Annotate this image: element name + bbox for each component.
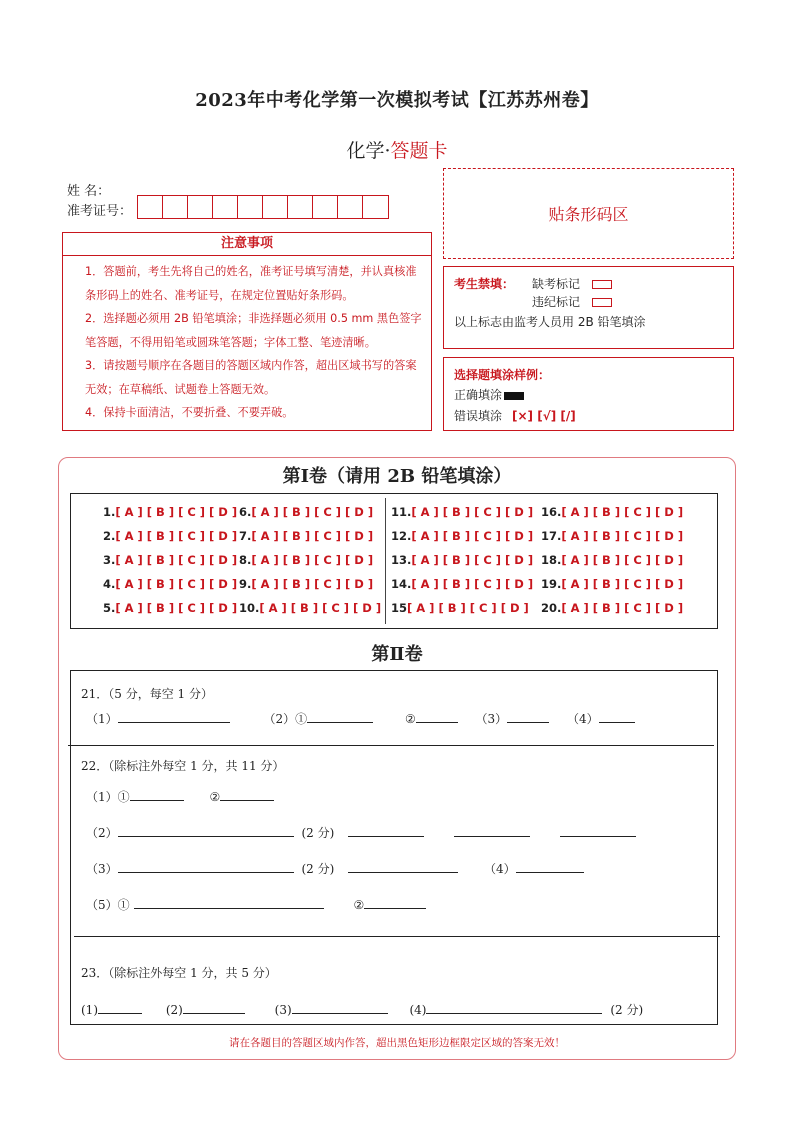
choice-question[interactable] — [239, 505, 373, 519]
question-number: 4. — [103, 577, 116, 591]
choice-options[interactable]: [ A ] [ B ] [ C ] [ D ] — [411, 577, 534, 591]
question-number: 10. — [239, 601, 260, 615]
id-box[interactable] — [138, 196, 163, 218]
question-number: 8. — [239, 553, 252, 567]
id-box[interactable] — [338, 196, 363, 218]
q22-row-1 — [86, 788, 274, 805]
violation-mark-box[interactable] — [592, 298, 612, 307]
id-box[interactable] — [163, 196, 188, 218]
answer-blank[interactable] — [348, 860, 458, 873]
barcode-label: 贴条形码区 — [548, 205, 629, 224]
absent-mark-box[interactable] — [592, 280, 612, 289]
choice-options[interactable]: [ A ] [ B ] [ C ] [ D ] — [561, 529, 684, 543]
q22-r5b-label: ② — [353, 898, 365, 912]
name-label: 姓 名： — [67, 184, 111, 199]
q22-r2b-label: (2 分) — [301, 826, 335, 840]
forbid-note: 以上标志由监考人员用 2B 铅笔填涂 — [454, 315, 646, 329]
q22-divider — [74, 936, 720, 937]
choice-options[interactable]: [ A ] [ B ] [ C ] [ D ] — [411, 553, 534, 567]
q21-p3-label: （3） — [475, 712, 508, 726]
choice-question[interactable] — [391, 601, 529, 615]
q23-a4-label: (4) — [409, 1003, 427, 1017]
choice-options[interactable]: [ A ] [ B ] [ C ] [ D ] — [407, 601, 529, 615]
q21-divider — [68, 745, 714, 746]
question-number: 18. — [541, 553, 562, 567]
card-subtitle — [0, 136, 794, 163]
question-number: 17. — [541, 529, 562, 543]
footer-warning: 请在各题目的答题区域内作答，超出黑色矩形边框限定区域的答案无效！ — [229, 1037, 565, 1049]
answer-blank[interactable] — [416, 710, 458, 723]
question-number: 20. — [541, 601, 562, 615]
choice-options[interactable]: [ A ] [ B ] [ C ] [ D ] — [115, 505, 238, 519]
q23-a1-label: (1) — [81, 1003, 98, 1017]
forbid-label: 考生禁填： — [454, 277, 515, 291]
choice-question[interactable] — [541, 553, 683, 567]
q21-p2b-label: ② — [404, 712, 416, 726]
question-number: 19. — [541, 577, 562, 591]
barcode-area — [443, 168, 734, 259]
choice-question[interactable] — [391, 529, 533, 543]
choice-options[interactable]: [ A ] [ B ] [ C ] [ D ] — [251, 505, 374, 519]
q22-row-5 — [86, 896, 426, 913]
violation-mark-row — [532, 293, 612, 310]
q22-row-2 — [86, 824, 636, 841]
sample-box — [443, 357, 734, 431]
answer-blank[interactable] — [516, 860, 584, 873]
question-number: 14. — [391, 577, 412, 591]
question-number: 3. — [103, 553, 116, 567]
sample-label: 选择题填涂样例： — [454, 368, 551, 382]
id-number-boxes[interactable] — [137, 195, 389, 219]
q22-row-3 — [86, 860, 584, 877]
q22-r3c-label: （4） — [483, 862, 516, 876]
q22-r5a-label: （5）① — [86, 898, 130, 912]
question-number: 11. — [391, 505, 412, 519]
id-box[interactable] — [238, 196, 263, 218]
choice-question[interactable] — [103, 553, 237, 567]
q22-header: 22．（除标注外每空 1 分，共 11 分） — [81, 759, 285, 773]
q21-p1-label: （1） — [86, 712, 118, 726]
answer-blank[interactable] — [183, 1001, 245, 1014]
part1-title: 第Ⅰ卷（请用 2B 铅笔填涂） — [282, 466, 512, 487]
answer-blank[interactable] — [118, 860, 294, 873]
question-number: 7. — [239, 529, 252, 543]
answer-blank[interactable] — [364, 896, 426, 909]
choice-options[interactable]: [ A ] [ B ] [ C ] [ D ] — [561, 553, 684, 567]
q23-points: (2 分) — [610, 1003, 644, 1017]
q23-a3-label: (3) — [274, 1003, 292, 1017]
question-number: 2. — [103, 529, 116, 543]
exam-title: 2023年中考化学第一次模拟考试【江苏苏州卷】 — [195, 90, 599, 111]
notice-item-3: 3．请按题号顺序在各题目的答题区域内作答，超出区域书写的答案无效；在草稿纸、试题卷上答题无效。 — [85, 359, 417, 396]
answer-blank[interactable] — [220, 788, 274, 801]
correct-sample-row — [454, 386, 524, 403]
wrong-label: 错误填涂 — [454, 409, 503, 423]
choice-options[interactable]: [ A ] [ B ] [ C ] [ D ] — [251, 529, 374, 543]
answer-blank[interactable] — [348, 824, 424, 837]
absent-label: 缺考标记 — [532, 277, 581, 291]
notice-body — [62, 256, 432, 431]
answer-blank[interactable] — [454, 824, 530, 837]
forbid-box — [443, 266, 734, 349]
answer-blank[interactable] — [507, 710, 549, 723]
choice-options[interactable]: [ A ] [ B ] [ C ] [ D ] — [411, 505, 534, 519]
choice-question[interactable] — [541, 505, 683, 519]
notice-item-2: 2．选择题必须用 2B 铅笔填涂；非选择题必须用 0.5 mm 黑色签字笔答题，不得用铅笔或圆珠笔答题；字体工整、笔迹清晰。 — [85, 312, 422, 349]
choice-question[interactable] — [103, 601, 237, 615]
question-number: 6. — [239, 505, 252, 519]
q21-row — [86, 710, 635, 727]
choice-question[interactable] — [239, 601, 381, 615]
violation-label: 违纪标记 — [532, 295, 581, 309]
notice-item-1: 1．答题前，考生先将自己的姓名，准考证号填写清楚，并认真核准条形码上的姓名、准考证号，在规定位置贴好条形码。 — [85, 265, 417, 302]
choice-question[interactable] — [391, 577, 533, 591]
choice-question[interactable] — [541, 601, 683, 615]
notice-heading: 注意事项 — [62, 232, 432, 256]
question-number: 9. — [239, 577, 252, 591]
q21-p4-label: （4） — [567, 712, 599, 726]
id-box[interactable] — [313, 196, 338, 218]
choice-question[interactable] — [541, 577, 683, 591]
answer-blank[interactable] — [118, 710, 230, 723]
answer-blank[interactable] — [426, 1001, 602, 1014]
question-number: 5. — [103, 601, 116, 615]
choice-question[interactable] — [239, 553, 373, 567]
choice-question[interactable] — [391, 553, 533, 567]
q22-r2a-label: （2） — [86, 826, 118, 840]
answer-blank[interactable] — [560, 824, 636, 837]
choice-question[interactable] — [239, 529, 373, 543]
choice-options[interactable]: [ A ] [ B ] [ C ] [ D ] — [115, 577, 238, 591]
q23-row — [81, 1001, 643, 1018]
choice-question[interactable] — [391, 505, 533, 519]
choice-options[interactable]: [ A ] [ B ] [ C ] [ D ] — [251, 577, 374, 591]
part2-title: 第Ⅱ卷 — [371, 644, 423, 665]
choice-question[interactable] — [103, 577, 237, 591]
id-box[interactable] — [288, 196, 313, 218]
q22-r3b-label: (2 分) — [301, 862, 335, 876]
answer-blank[interactable] — [134, 896, 324, 909]
answer-blank[interactable] — [599, 710, 635, 723]
answer-blank[interactable] — [98, 1001, 142, 1014]
wrong-sample-row — [454, 407, 576, 424]
filled-mark-icon — [504, 392, 524, 400]
question-number: 1. — [103, 505, 116, 519]
id-box[interactable] — [213, 196, 238, 218]
choice-question[interactable] — [541, 529, 683, 543]
answer-blank[interactable] — [130, 788, 184, 801]
wrong-marks: [×] [√] [/] — [512, 409, 576, 423]
id-label: 准考证号： — [67, 204, 133, 219]
choice-options[interactable]: [ A ] [ B ] [ C ] [ D ] — [561, 505, 684, 519]
q23-a2-label: (2) — [165, 1003, 183, 1017]
id-box[interactable] — [363, 196, 388, 218]
q23-header: 23．（除标注外每空 1 分，共 5 分） — [81, 966, 277, 980]
question-number: 12. — [391, 529, 412, 543]
q21-p2-label: （2）① — [263, 712, 308, 726]
choice-options[interactable]: [ A ] [ B ] [ C ] [ D ] — [251, 553, 374, 567]
answer-blank[interactable] — [307, 710, 373, 723]
q22-r1a-label: （1）① — [86, 790, 130, 804]
choice-options[interactable]: [ A ] [ B ] [ C ] [ D ] — [561, 577, 684, 591]
absent-mark-row — [532, 275, 612, 292]
choice-question[interactable] — [103, 529, 237, 543]
choice-options[interactable]: [ A ] [ B ] [ C ] [ D ] — [115, 553, 238, 567]
answer-blank[interactable] — [292, 1001, 388, 1014]
choice-options[interactable]: [ A ] [ B ] [ C ] [ D ] — [411, 529, 534, 543]
correct-label: 正确填涂 — [454, 388, 503, 402]
choice-options[interactable]: [ A ] [ B ] [ C ] [ D ] — [561, 601, 684, 615]
q21-header: 21．（5 分，每空 1 分） — [81, 687, 213, 701]
answer-blank[interactable] — [118, 824, 294, 837]
subtitle-subject: 化学· — [346, 140, 391, 162]
q22-r3a-label: （3） — [86, 862, 118, 876]
choice-options[interactable]: [ A ] [ B ] [ C ] [ D ] — [259, 601, 382, 615]
question-number: 16. — [541, 505, 562, 519]
choice-divider — [385, 498, 386, 624]
id-box[interactable] — [263, 196, 288, 218]
choice-options[interactable]: [ A ] [ B ] [ C ] [ D ] — [115, 529, 238, 543]
id-box[interactable] — [188, 196, 213, 218]
choice-options[interactable]: [ A ] [ B ] [ C ] [ D ] — [115, 601, 238, 615]
subtitle-card: 答题卡 — [390, 140, 448, 162]
question-number: 13. — [391, 553, 412, 567]
question-number: 15 — [391, 601, 408, 615]
notice-item-4: 4．保持卡面清洁，不要折叠、不要弄破。 — [85, 406, 294, 419]
choice-question[interactable] — [103, 505, 237, 519]
choice-question[interactable] — [239, 577, 373, 591]
q22-r1b-label: ② — [209, 790, 221, 804]
